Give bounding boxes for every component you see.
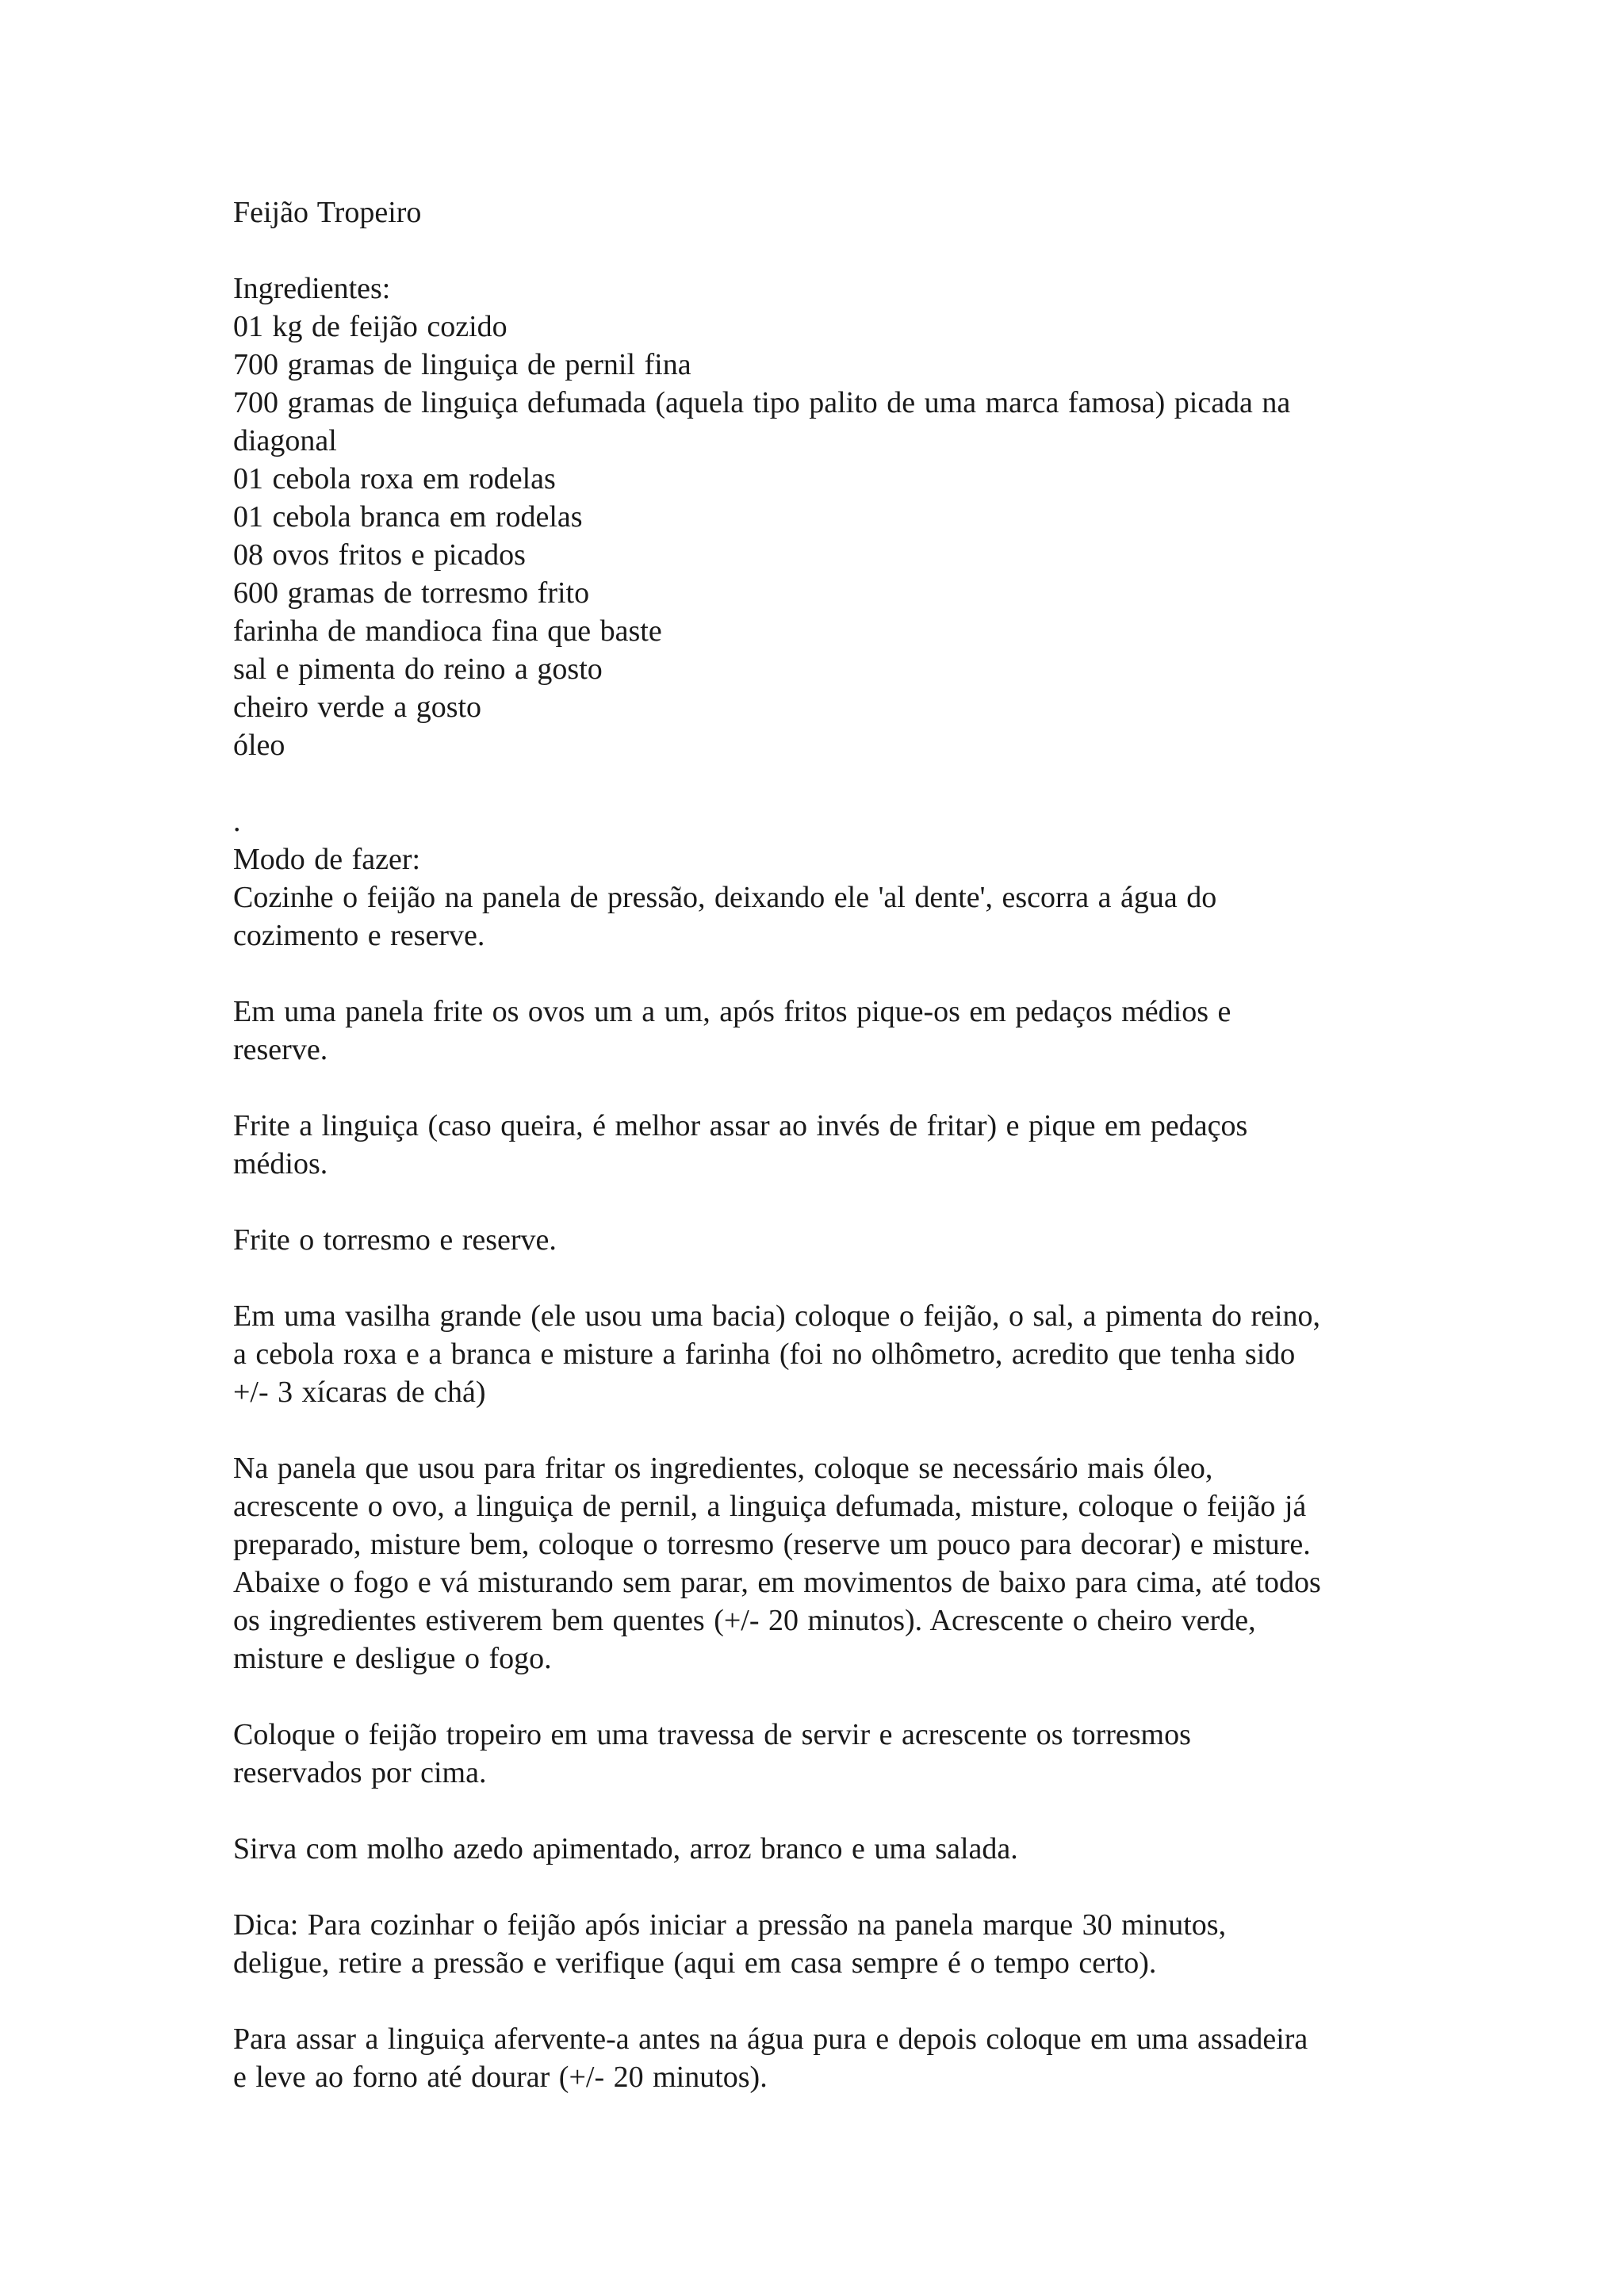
paragraph-line: Em uma panela frite os ovos um a um, após fritos pique-os em pedaços médios e	[233, 995, 1231, 1028]
method-paragraph	[233, 993, 1407, 1069]
ingredient-line: sal e pimenta do reino a gosto	[233, 652, 603, 686]
ingredient-line: óleo	[233, 729, 285, 762]
ingredients-list	[233, 308, 1407, 764]
ingredient-line: farinha de mandioca fina que baste	[233, 614, 662, 648]
method-paragraph	[233, 1716, 1407, 1792]
paragraph-line: +/- 3 xícaras de chá)	[233, 1376, 486, 1409]
paragraph-line: reservados por cima.	[233, 1756, 487, 1789]
separator-dot: .	[233, 805, 241, 838]
method-paragraph	[233, 1221, 1407, 1259]
paragraph-line: Para assar a linguiça afervente-a antes na água pura e depois coloque em uma assadeira	[233, 2022, 1308, 2056]
paragraph-line: Coloque o feijão tropeiro em uma travessa de servir e acrescente os torresmos	[233, 1718, 1191, 1751]
paragraph-line: os ingredientes estiverem bem quentes (+/- 20 minutos). Acrescente o cheiro verde,	[233, 1604, 1256, 1637]
paragraph-line: Abaixe o fogo e vá misturando sem parar, em movimentos de baixo para cima, até todos	[233, 1566, 1321, 1599]
ingredient-line: 08 ovos fritos e picados	[233, 538, 526, 572]
paragraph-line: deligue, retire a pressão e verifique (aqui em casa sempre é o tempo certo).	[233, 1946, 1157, 1980]
ingredient-line: 700 gramas de linguiça de pernil fina	[233, 348, 691, 381]
method-paragraph	[233, 1830, 1407, 1868]
paragraph-line: reserve.	[233, 1033, 328, 1066]
method-paragraph	[233, 1107, 1407, 1183]
paragraph-line: misture e desligue o fogo.	[233, 1642, 552, 1675]
ingredient-line: diagonal	[233, 424, 337, 457]
method-paragraphs	[233, 878, 1407, 2096]
ingredient-line: 01 kg de feijão cozido	[233, 310, 508, 343]
paragraph-line: preparado, misture bem, coloque o torresmo (reserve um pouco para decorar) e misture.	[233, 1528, 1311, 1561]
paragraph-line: Frite o torresmo e reserve.	[233, 1223, 557, 1257]
paragraph-line: Em uma vasilha grande (ele usou uma bacia) coloque o feijão, o sal, a pimenta do reino,	[233, 1299, 1321, 1333]
recipe-title: Feijão Tropeiro	[233, 196, 422, 229]
ingredient-line: 700 gramas de linguiça defumada (aquela tipo palito de uma marca famosa) picada na	[233, 386, 1291, 419]
paragraph-line: Na panela que usou para fritar os ingredientes, coloque se necessário mais óleo,	[233, 1452, 1213, 1485]
paragraph-line: a cebola roxa e a branca e misture a farinha (foi no olhômetro, acredito que tenha sido	[233, 1337, 1296, 1371]
paragraph-line: Cozinhe o feijão na panela de pressão, deixando ele 'al dente', escorra a água do	[233, 881, 1217, 914]
method-paragraph	[233, 1449, 1407, 1678]
paragraph-line: médios.	[233, 1147, 328, 1181]
paragraph-line: cozimento e reserve.	[233, 919, 485, 952]
paragraph-line: acrescente o ovo, a linguiça de pernil, a linguiça defumada, misture, coloque o feijão já	[233, 1490, 1307, 1523]
paragraph-line: e leve ao forno até dourar (+/- 20 minutos).	[233, 2061, 768, 2094]
paragraph-line: Frite a linguiça (caso queira, é melhor assar ao invés de fritar) e pique em pedaços	[233, 1109, 1248, 1142]
method-paragraph	[233, 1297, 1407, 1411]
ingredient-line: 01 cebola roxa em rodelas	[233, 462, 556, 496]
ingredient-line: cheiro verde a gosto	[233, 691, 482, 724]
recipe-text	[233, 193, 1407, 2096]
method-paragraph	[233, 2020, 1407, 2096]
method-paragraph	[233, 878, 1407, 955]
ingredient-line: 01 cebola branca em rodelas	[233, 500, 583, 534]
method-paragraph	[233, 1906, 1407, 1982]
paragraph-line: Sirva com molho azedo apimentado, arroz branco e uma salada.	[233, 1832, 1018, 1866]
ingredient-line: 600 gramas de torresmo frito	[233, 576, 590, 610]
ingredients-heading: Ingredientes:	[233, 272, 391, 305]
paragraph-line: Dica: Para cozinhar o feijão após iniciar a pressão na panela marque 30 minutos,	[233, 1908, 1227, 1942]
method-heading: Modo de fazer:	[233, 843, 421, 876]
